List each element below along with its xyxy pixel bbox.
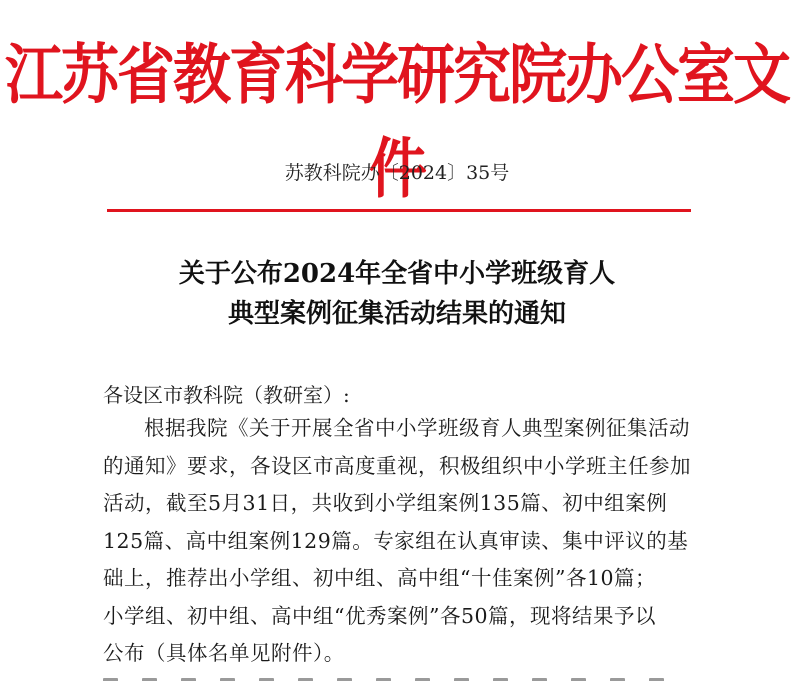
notice-title-line-2: 典型案例征集活动结果的通知 bbox=[227, 299, 566, 329]
notice-title-line-1: 关于公布2024年全省中小学班级育人 bbox=[178, 259, 616, 289]
document-number: 苏教科院办〔2024〕35号 bbox=[284, 162, 510, 184]
cropped-next-line bbox=[103, 668, 695, 681]
body-line-3: 活动，截至5月31日，共收到小学组案例135篇、初中组案例 bbox=[103, 491, 668, 515]
document-header-title: 江苏省教育科学研究院办公室文件 bbox=[4, 36, 789, 207]
body-line-2: 的通知》要求，各设区市高度重视，积极组织中小学班主任参加 bbox=[103, 453, 691, 478]
body-line-7: 公布（具体名单见附件）。 bbox=[103, 641, 345, 665]
body-line-4: 125篇、高中组案例129篇。专家组在认真审读、集中评议的基 bbox=[103, 528, 689, 553]
salutation: 各设区市教科院（教研室）: bbox=[103, 383, 350, 407]
body-line-5: 础上，推荐出小学组、初中组、高中组“十佳案例”各10篇； bbox=[103, 566, 657, 590]
body-line-6: 小学组、初中组、高中组“优秀案例”各50篇，现将结果予以 bbox=[103, 603, 657, 628]
body-paragraph bbox=[103, 410, 695, 673]
notice-title bbox=[0, 254, 794, 334]
body-line-1: 根据我院《关于开展全省中小学班级育人典型案例征集活动 bbox=[144, 416, 690, 440]
red-divider-line bbox=[107, 209, 691, 212]
